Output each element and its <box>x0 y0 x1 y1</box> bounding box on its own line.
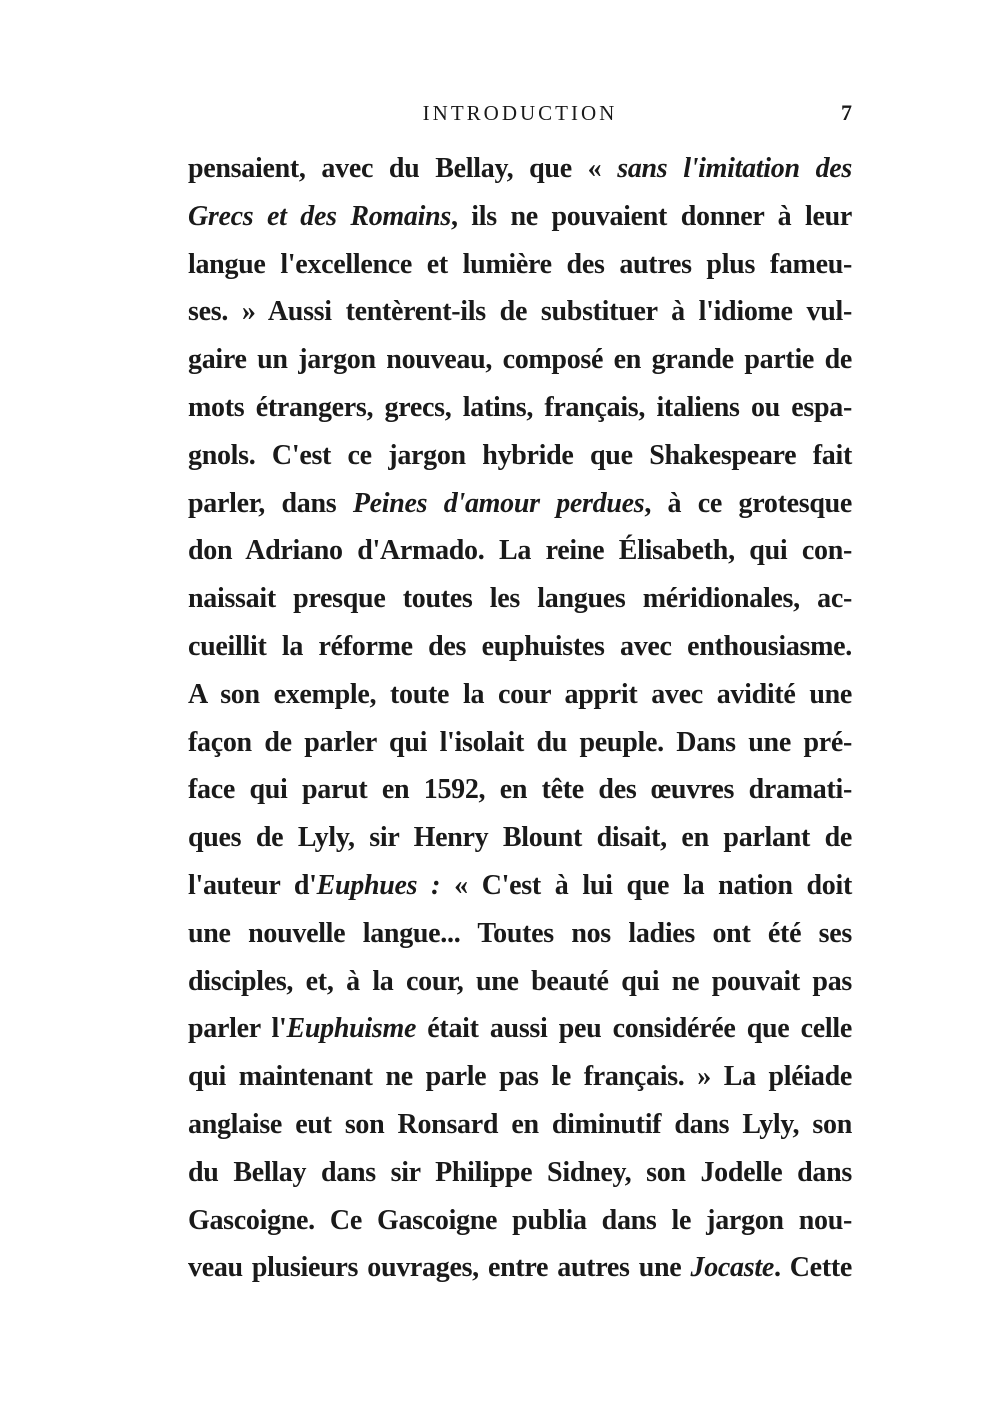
text-segment: façon de parler qui l'isolait du peuple. Dans une pré- <box>188 726 852 758</box>
text-line <box>188 862 852 910</box>
text-segment: qui maintenant ne parle pas le français. » La pléiade <box>188 1061 852 1093</box>
text-segment: ses. » Aussi tentèrent-ils de substituer à l'idiome vul- <box>188 296 852 328</box>
text-line <box>188 1244 852 1292</box>
text-line <box>188 910 852 958</box>
text-segment: langue l'excellence et lumière des autres plus fameu- <box>188 248 852 280</box>
italic-text: Euphuisme <box>286 1013 417 1045</box>
text-segment: parler, dans <box>188 487 353 519</box>
text-segment: du Bellay dans sir Philippe Sidney, son Jodelle dans <box>188 1156 852 1188</box>
text-line <box>188 575 852 623</box>
running-head <box>188 96 852 130</box>
text-line <box>188 671 852 719</box>
text-line <box>188 145 852 193</box>
text-line <box>188 958 852 1006</box>
text-line <box>188 336 852 384</box>
text-segment: disciples, et, à la cour, une beauté qui ne pouvait pas <box>188 965 852 997</box>
text-segment: l'auteur d' <box>188 869 317 901</box>
running-title: INTRODUCTION <box>422 101 618 125</box>
text-segment: , ils ne pouvaient donner à leur <box>450 200 852 232</box>
italic-text: Euphues : <box>316 869 441 901</box>
text-line <box>188 766 852 814</box>
text-segment: « C'est à lui que la nation doit <box>440 869 853 901</box>
text-segment: cueillit la réforme des euphuistes avec enthousiasme. <box>188 630 852 662</box>
italic-text: Peines d'amour perdues <box>352 487 645 519</box>
text-segment: Gascoigne. Ce Gascoigne publia dans le jargon nou- <box>188 1204 852 1236</box>
text-line <box>188 1197 852 1245</box>
text-segment: une nouvelle langue... Toutes nos ladies ont été ses <box>188 917 852 949</box>
text-line <box>188 288 852 336</box>
text-line <box>188 1101 852 1149</box>
text-line <box>188 432 852 480</box>
italic-text: sans l'imitation des <box>617 153 852 184</box>
text-segment: don Adriano d'Armado. La reine Élisabeth, qui con- <box>188 535 852 567</box>
text-line <box>188 1149 852 1197</box>
text-line <box>188 480 852 528</box>
text-segment: . Cette <box>773 1252 852 1284</box>
text-segment: était aussi peu considérée que celle <box>416 1013 852 1045</box>
text-segment: mots étrangers, grecs, latins, français, italiens ou espa- <box>188 391 852 423</box>
text-line <box>188 1053 852 1101</box>
italic-text: Jocaste <box>690 1252 774 1284</box>
text-segment: face qui parut en 1592, en tête des œuvres dramati- <box>188 774 852 806</box>
text-line <box>188 1005 852 1053</box>
text-segment: A son exemple, toute la cour apprit avec avidité une <box>188 678 852 710</box>
text-line <box>188 241 852 289</box>
text-segment: parler l' <box>188 1013 287 1045</box>
text-line <box>188 814 852 862</box>
text-line <box>188 193 852 241</box>
text-segment: pensaient, avec du Bellay, que « <box>188 153 618 184</box>
italic-text: Grecs et des Romains <box>188 200 451 232</box>
text-line <box>188 527 852 575</box>
text-line <box>188 719 852 767</box>
text-segment: ques de Lyly, sir Henry Blount disait, en parlant de <box>188 822 852 854</box>
text-segment: gnols. C'est ce jargon hybride que Shakespeare fait <box>188 439 852 471</box>
text-segment: , à ce grotesque <box>644 487 852 519</box>
text-line <box>188 384 852 432</box>
text-line <box>188 623 852 671</box>
text-segment: naissait presque toutes les langues méridionales, ac- <box>188 583 852 615</box>
text-segment: gaire un jargon nouveau, composé en grande partie de <box>188 344 852 376</box>
text-segment: anglaise eut son Ronsard en diminutif dans Lyly, son <box>188 1108 852 1140</box>
page-number: 7 <box>841 100 852 125</box>
text-segment: veau plusieurs ouvrages, entre autres une <box>188 1252 691 1284</box>
body-text <box>188 145 852 1292</box>
